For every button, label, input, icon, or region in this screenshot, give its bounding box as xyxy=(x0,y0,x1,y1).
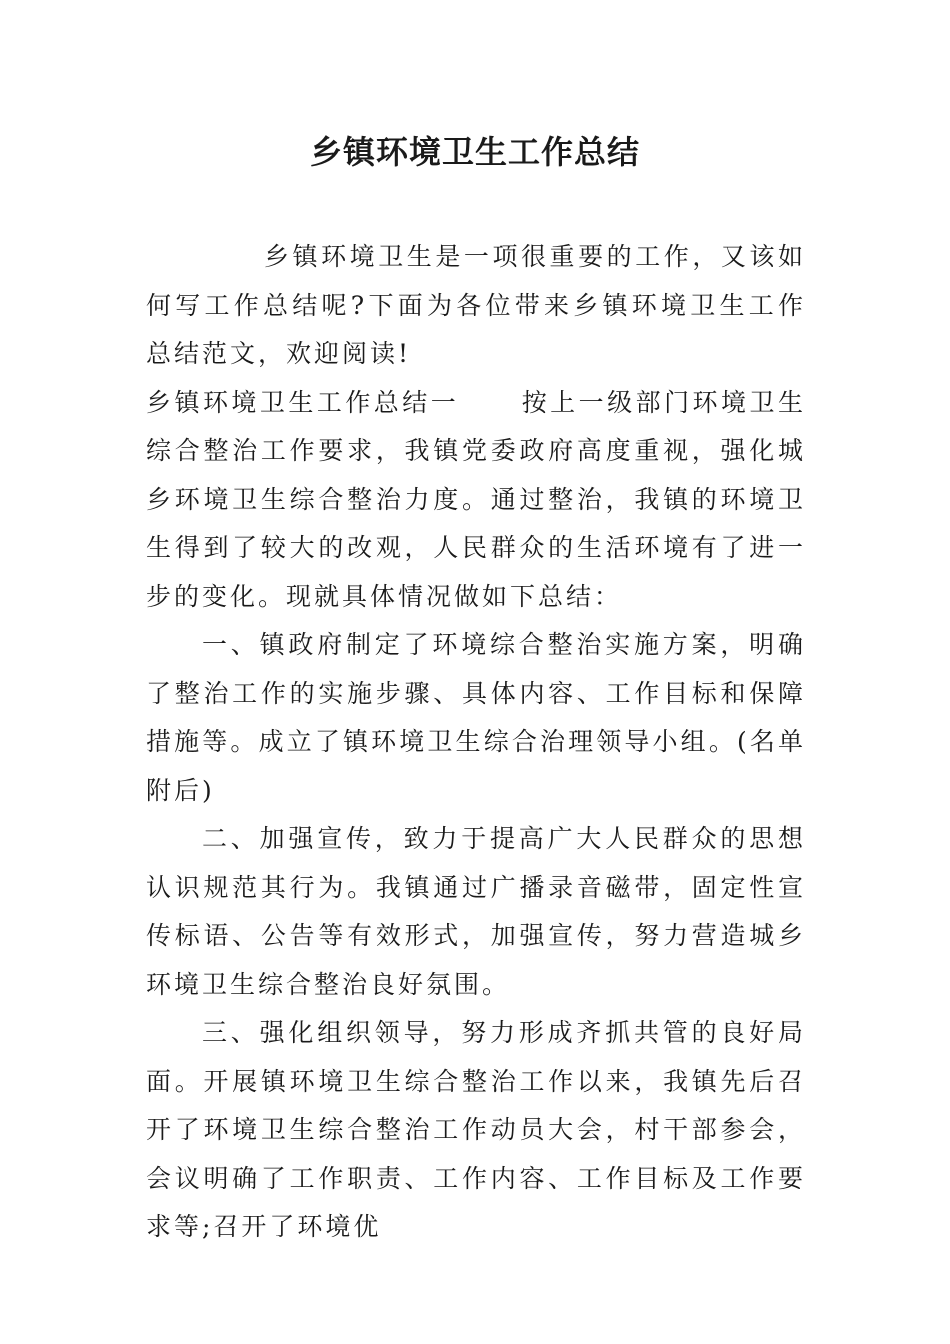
point-one-paragraph: 一、镇政府制定了环境综合整治实施方案，明确了整治工作的实施步骤、具体内容、工作目标和保障措施等。成立了镇环境卫生综合治理领导小组。(名单附后) xyxy=(146,630,806,805)
section-heading: 乡镇环境卫生工作总结一 xyxy=(146,387,460,417)
document-body xyxy=(146,233,806,1252)
intro-paragraph: 乡镇环境卫生是一项很重要的工作，又该如何写工作总结呢?下面为各位带来乡镇环境卫生工作总结范文，欢迎阅读! xyxy=(146,242,806,368)
document-title: 乡镇环境卫生工作总结 xyxy=(309,133,640,171)
section-one-text: 按上一级部门环境卫生综合整治工作要求，我镇党委政府高度重视，强化城乡环境卫生综合整治力度。通过整治，我镇的环境卫生得到了较大的改观，人民群众的生活环境有了进一步的变化。现就具体情况做如下总结： xyxy=(146,387,806,611)
point-two-paragraph: 二、加强宣传，致力于提高广大人民群众的思想认识规范其行为。我镇通过广播录音磁带，固定性宣传标语、公告等有效形式，加强宣传，努力营造城乡环境卫生综合整治良好氛围。 xyxy=(146,824,806,999)
point-three-paragraph: 三、强化组织领导，努力形成齐抓共管的良好局面。开展镇环境卫生综合整治工作以来，我镇先后召开了环境卫生综合整治工作动员大会，村干部参会，会议明确了工作职责、工作内容、工作目标及工作要求等;召开了环境优 xyxy=(146,1018,806,1241)
section-one-paragraph xyxy=(146,379,806,622)
